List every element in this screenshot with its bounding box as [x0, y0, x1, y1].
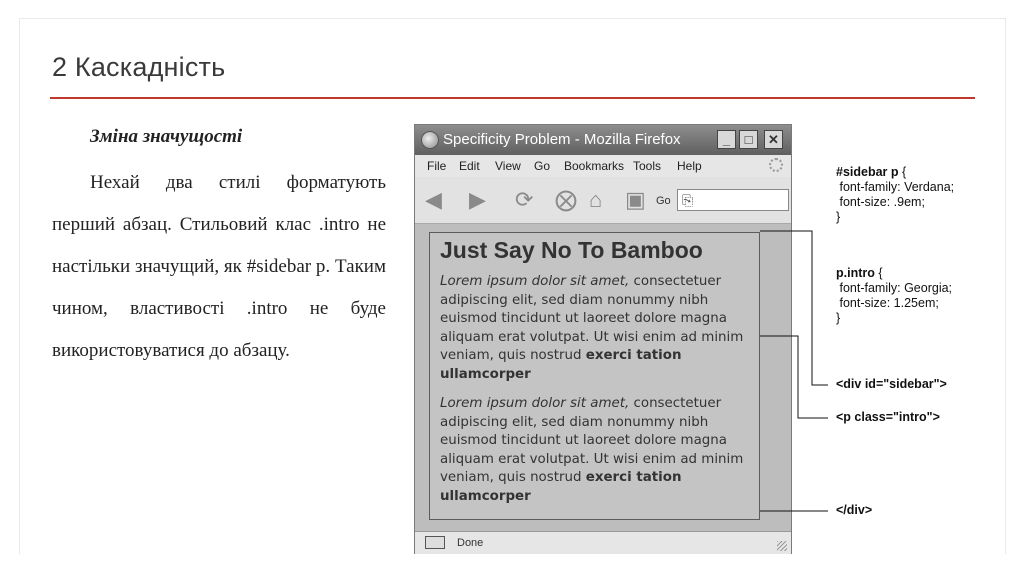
page-icon: ⎘	[682, 192, 694, 208]
menu-tools[interactable]: Tools	[633, 159, 662, 173]
menu-help[interactable]: Help	[677, 159, 702, 173]
para-bold: exerci tation ullamcorper	[440, 470, 682, 504]
menu-edit[interactable]: Edit	[459, 159, 480, 173]
rule-body: { font-family: Verdana; font-size: .9em; }	[836, 165, 955, 224]
window-title: Specificity Problem - Mozilla Firefox	[443, 131, 681, 148]
go-button[interactable]: Go	[656, 195, 671, 207]
firefox-logo-icon	[421, 131, 439, 149]
forward-icon[interactable]: ▶	[469, 187, 486, 212]
tag-div-close: </div>	[836, 503, 873, 517]
slide-text	[52, 126, 386, 372]
reload-icon[interactable]: ⟳	[515, 187, 534, 212]
css-rule-sidebar	[836, 165, 954, 225]
slide-title: 2 Каскадність	[52, 52, 226, 82]
status-text: Done	[457, 537, 484, 549]
firefox-window	[414, 124, 792, 554]
minimize-button[interactable]: _	[717, 130, 736, 149]
tag-div-open: <div id="sidebar">	[836, 377, 947, 391]
rule-body: { font-family: Georgia; font-size: 1.25em; }	[836, 266, 953, 325]
bookmark-icon[interactable]: ▣	[625, 187, 646, 212]
para-text: consectetuer adipiscing elit, sed diam nonummy nibh euismod tincidunt ut laoreet dolore magna aliquam erat volutpat. Ut wisi enim ad minim veniam, quis nostrud	[440, 396, 744, 485]
page-heading: Just Say No To Bamboo	[440, 237, 703, 263]
status-bar	[415, 531, 791, 554]
window-titlebar	[415, 125, 791, 155]
nav-toolbar	[415, 177, 791, 224]
maximize-button[interactable]: □	[739, 130, 758, 149]
back-icon[interactable]: ◀	[425, 187, 442, 212]
menu-bookmarks[interactable]: Bookmarks	[564, 159, 625, 173]
para-bold: exerci tation ullamcorper	[440, 348, 682, 382]
title-underline	[50, 97, 975, 99]
para-italic: Lorem ipsum dolor sit amet,	[440, 274, 630, 289]
home-icon[interactable]: ⌂	[589, 187, 603, 212]
stop-icon[interactable]: ⨂	[555, 187, 577, 212]
rule-selector: p.intro	[836, 266, 875, 280]
throbber-icon	[769, 158, 783, 172]
menu-view[interactable]: View	[495, 159, 521, 173]
menu-bar	[415, 155, 791, 177]
status-icon	[425, 536, 445, 549]
menu-go[interactable]: Go	[534, 159, 551, 173]
para-italic: Lorem ipsum dolor sit amet,	[440, 396, 630, 411]
tag-p-intro: <p class="intro">	[836, 410, 940, 424]
intro-paragraph	[440, 273, 750, 384]
sidebar-div	[429, 232, 760, 520]
page-content	[415, 224, 791, 531]
css-rule-intro	[836, 266, 952, 326]
rule-selector: #sidebar p	[836, 165, 899, 179]
para-text: consectetuer adipiscing elit, sed diam nonummy nibh euismod tincidunt ut laoreet dolore magna aliquam erat volutpat. Ut wisi enim ad minim veniam, quis nostrud	[440, 274, 744, 363]
resize-grip-icon[interactable]	[777, 541, 787, 551]
close-button[interactable]: ✕	[764, 130, 783, 149]
url-field[interactable]	[677, 189, 789, 211]
subheading: Зміна значущості	[90, 126, 243, 147]
bottom-band	[0, 554, 1024, 574]
menu-file[interactable]: File	[427, 159, 447, 173]
body-paragraph: Нехай два стилі форматують перший абзац. Стильовий клас .intro не настільки значущий, як #sidebar p. Таким чином, властивості .intro не буде використовуватися до абзацу.	[52, 172, 386, 361]
second-paragraph	[440, 395, 750, 506]
